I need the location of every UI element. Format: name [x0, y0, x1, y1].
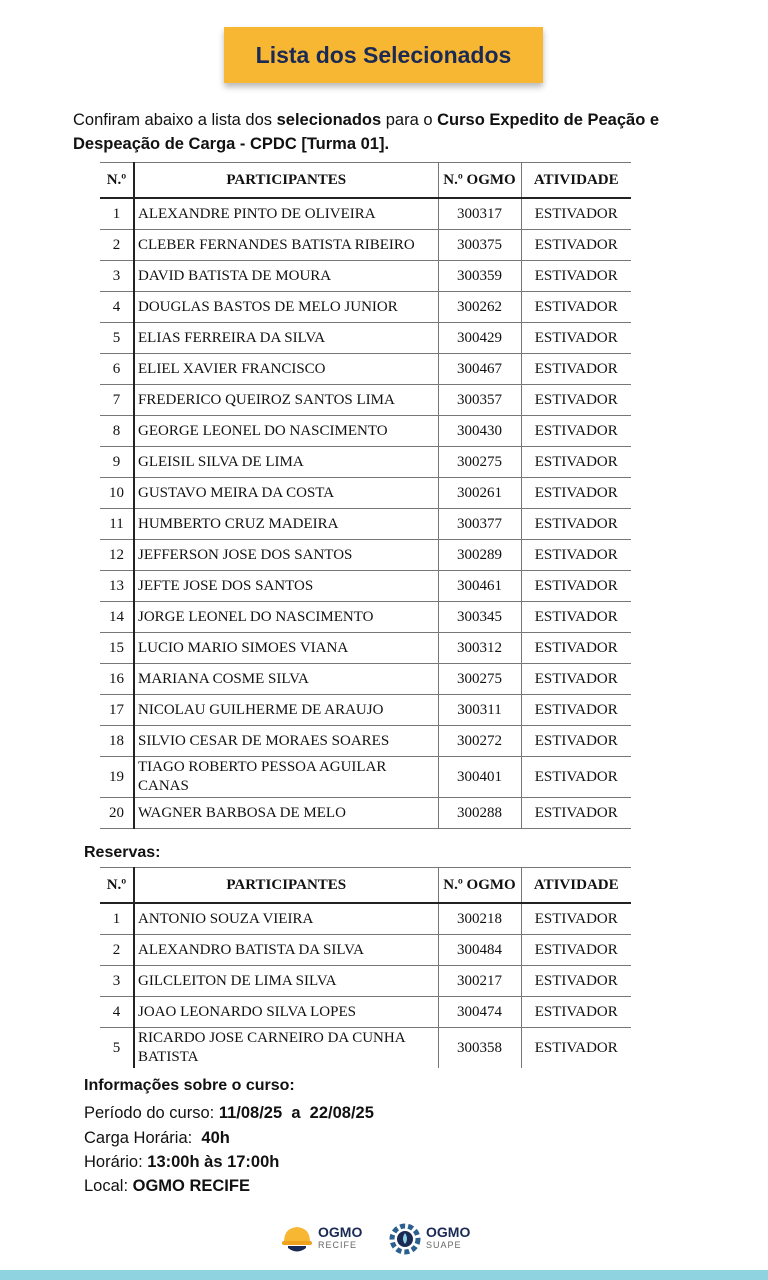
- info-hours-label: Carga Horária:: [84, 1129, 202, 1147]
- participant-name: ALEXANDRO BATISTA DA SILVA: [134, 935, 438, 966]
- info-hours-value: 40h: [201, 1129, 230, 1147]
- ogmo-number: 300261: [438, 478, 521, 509]
- ogmo-number: 300262: [438, 292, 521, 323]
- table-row: [100, 1028, 631, 1069]
- ogmo-number: 300484: [438, 935, 521, 966]
- table-row: [100, 935, 631, 966]
- activity: ESTIVADOR: [521, 966, 631, 997]
- ogmo-number: 300272: [438, 726, 521, 757]
- activity: ESTIVADOR: [521, 261, 631, 292]
- reserves-label: Reservas:: [84, 844, 161, 861]
- ogmo-number: 300345: [438, 602, 521, 633]
- row-number: 12: [100, 540, 134, 571]
- info-time-label: Horário:: [84, 1153, 148, 1171]
- header-activity: ATIVIDADE: [521, 163, 631, 199]
- row-number: 18: [100, 726, 134, 757]
- participant-name: ANTONIO SOUZA VIEIRA: [134, 903, 438, 935]
- participant-name: WAGNER BARBOSA DE MELO: [134, 798, 438, 829]
- participant-name: GEORGE LEONEL DO NASCIMENTO: [134, 416, 438, 447]
- page-title: [224, 27, 543, 83]
- ogmo-number: 300288: [438, 798, 521, 829]
- page-title-text: Lista dos Selecionados: [255, 41, 512, 68]
- row-number: 1: [100, 198, 134, 230]
- participant-name: DOUGLAS BASTOS DE MELO JUNIOR: [134, 292, 438, 323]
- activity: ESTIVADOR: [521, 540, 631, 571]
- intro-text: [73, 108, 713, 156]
- ogmo-number: 300357: [438, 385, 521, 416]
- activity: ESTIVADOR: [521, 726, 631, 757]
- table-row: [100, 198, 631, 230]
- activity: ESTIVADOR: [521, 695, 631, 726]
- activity: ESTIVADOR: [521, 798, 631, 829]
- activity: ESTIVADOR: [521, 292, 631, 323]
- table-row: [100, 997, 631, 1028]
- header-ogmo: N.º OGMO: [438, 868, 521, 904]
- activity: ESTIVADOR: [521, 935, 631, 966]
- suape-logo-main: OGMO: [426, 1224, 471, 1240]
- ogmo-number: 300275: [438, 447, 521, 478]
- row-number: 6: [100, 354, 134, 385]
- ogmo-number: 300312: [438, 633, 521, 664]
- row-number: 11: [100, 509, 134, 540]
- ogmo-number: 300218: [438, 903, 521, 935]
- activity: ESTIVADOR: [521, 1028, 631, 1069]
- participant-name: ALEXANDRE PINTO DE OLIVEIRA: [134, 198, 438, 230]
- row-number: 17: [100, 695, 134, 726]
- participant-name: NICOLAU GUILHERME DE ARAUJO: [134, 695, 438, 726]
- participant-name: ELIAS FERREIRA DA SILVA: [134, 323, 438, 354]
- activity: ESTIVADOR: [521, 571, 631, 602]
- participant-name: GLEISIL SILVA DE LIMA: [134, 447, 438, 478]
- bottom-bar: [0, 1270, 768, 1280]
- activity: ESTIVADOR: [521, 354, 631, 385]
- row-number: 5: [100, 1028, 134, 1069]
- row-number: 3: [100, 966, 134, 997]
- ogmo-number: 300429: [438, 323, 521, 354]
- activity: ESTIVADOR: [521, 323, 631, 354]
- participant-name: GUSTAVO MEIRA DA COSTA: [134, 478, 438, 509]
- table-row: [100, 354, 631, 385]
- table-row: [100, 230, 631, 261]
- row-number: 1: [100, 903, 134, 935]
- info-place: [84, 1177, 250, 1196]
- ogmo-suape-logo: [388, 1222, 470, 1256]
- participant-name: GILCLEITON DE LIMA SILVA: [134, 966, 438, 997]
- activity: ESTIVADOR: [521, 230, 631, 261]
- row-number: 2: [100, 230, 134, 261]
- gear-icon: [388, 1222, 422, 1256]
- intro-part-2: para o: [381, 111, 438, 129]
- ogmo-number: 300289: [438, 540, 521, 571]
- ogmo-number: 300217: [438, 966, 521, 997]
- ogmo-number: 300275: [438, 664, 521, 695]
- row-number: 8: [100, 416, 134, 447]
- ogmo-number: 300377: [438, 509, 521, 540]
- info-period-value: 11/08/25 a 22/08/25: [218, 1104, 374, 1122]
- participant-name: TIAGO ROBERTO PESSOA AGUILAR CANAS: [134, 757, 438, 798]
- activity: ESTIVADOR: [521, 633, 631, 664]
- ogmo-number: 300474: [438, 997, 521, 1028]
- row-number: 4: [100, 997, 134, 1028]
- row-number: 14: [100, 602, 134, 633]
- activity: ESTIVADOR: [521, 416, 631, 447]
- ogmo-number: 300359: [438, 261, 521, 292]
- row-number: 3: [100, 261, 134, 292]
- activity: ESTIVADOR: [521, 757, 631, 798]
- row-number: 20: [100, 798, 134, 829]
- intro-bold-1: selecionados: [276, 111, 382, 129]
- info-time: [84, 1153, 279, 1172]
- reserves-table: [100, 867, 631, 1068]
- table-row: [100, 261, 631, 292]
- table-row: [100, 323, 631, 354]
- activity: ESTIVADOR: [521, 903, 631, 935]
- info-place-label: Local:: [84, 1177, 133, 1195]
- row-number: 16: [100, 664, 134, 695]
- header-num: N.º: [100, 163, 134, 199]
- participant-name: LUCIO MARIO SIMOES VIANA: [134, 633, 438, 664]
- row-number: 2: [100, 935, 134, 966]
- participant-name: FREDERICO QUEIROZ SANTOS LIMA: [134, 385, 438, 416]
- header-participants: PARTICIPANTES: [134, 163, 438, 199]
- ogmo-number: 300311: [438, 695, 521, 726]
- table-row: [100, 726, 631, 757]
- table-header-row: [100, 868, 631, 904]
- table-row: [100, 757, 631, 798]
- table-row: [100, 695, 631, 726]
- participant-name: ELIEL XAVIER FRANCISCO: [134, 354, 438, 385]
- table-row: [100, 478, 631, 509]
- activity: ESTIVADOR: [521, 509, 631, 540]
- table-row: [100, 664, 631, 695]
- row-number: 13: [100, 571, 134, 602]
- helmet-icon: [280, 1222, 314, 1256]
- row-number: 5: [100, 323, 134, 354]
- table-row: [100, 416, 631, 447]
- table-row: [100, 509, 631, 540]
- participant-name: DAVID BATISTA DE MOURA: [134, 261, 438, 292]
- ogmo-number: 300430: [438, 416, 521, 447]
- info-heading: Informações sobre o curso:: [84, 1077, 295, 1094]
- table-row: [100, 798, 631, 829]
- ogmo-number: 300467: [438, 354, 521, 385]
- table-row: [100, 385, 631, 416]
- selected-table: [100, 162, 631, 829]
- table-row: [100, 966, 631, 997]
- row-number: 7: [100, 385, 134, 416]
- recife-logo-sub: RECIFE: [318, 1240, 358, 1250]
- intro-bold-2: Curso Expedito de Peação e Despeação de Carga - CPDC [Turma 01].: [73, 111, 660, 153]
- header-activity: ATIVIDADE: [521, 868, 631, 904]
- table-header-row: [100, 163, 631, 199]
- participant-name: HUMBERTO CRUZ MADEIRA: [134, 509, 438, 540]
- table-row: [100, 633, 631, 664]
- participant-name: JEFFERSON JOSE DOS SANTOS: [134, 540, 438, 571]
- activity: ESTIVADOR: [521, 997, 631, 1028]
- logos: [280, 1222, 480, 1262]
- row-number: 10: [100, 478, 134, 509]
- participant-name: RICARDO JOSE CARNEIRO DA CUNHA BATISTA: [134, 1028, 438, 1069]
- table-row: [100, 903, 631, 935]
- participant-name: CLEBER FERNANDES BATISTA RIBEIRO: [134, 230, 438, 261]
- participant-name: JORGE LEONEL DO NASCIMENTO: [134, 602, 438, 633]
- row-number: 4: [100, 292, 134, 323]
- info-time-value: 13:00h às 17:00h: [147, 1153, 280, 1171]
- table-row: [100, 571, 631, 602]
- ogmo-number: 300375: [438, 230, 521, 261]
- table-row: [100, 602, 631, 633]
- row-number: 9: [100, 447, 134, 478]
- activity: ESTIVADOR: [521, 385, 631, 416]
- activity: ESTIVADOR: [521, 664, 631, 695]
- table-row: [100, 540, 631, 571]
- participant-name: MARIANA COSME SILVA: [134, 664, 438, 695]
- ogmo-number: 300401: [438, 757, 521, 798]
- activity: ESTIVADOR: [521, 447, 631, 478]
- activity: ESTIVADOR: [521, 602, 631, 633]
- recife-logo-main: OGMO: [318, 1224, 363, 1240]
- header-ogmo: N.º OGMO: [438, 163, 521, 199]
- activity: ESTIVADOR: [521, 198, 631, 230]
- ogmo-number: 300461: [438, 571, 521, 602]
- info-period-label: Período do curso:: [84, 1104, 219, 1122]
- row-number: 15: [100, 633, 134, 664]
- row-number: 19: [100, 757, 134, 798]
- info-hours: [84, 1129, 230, 1148]
- intro-part-1: Confiram abaixo a lista dos: [73, 111, 277, 129]
- info-period: [84, 1104, 374, 1123]
- table-row: [100, 292, 631, 323]
- table-row: [100, 447, 631, 478]
- participant-name: SILVIO CESAR DE MORAES SOARES: [134, 726, 438, 757]
- suape-logo-sub: SUAPE: [426, 1240, 462, 1250]
- activity: ESTIVADOR: [521, 478, 631, 509]
- participant-name: JEFTE JOSE DOS SANTOS: [134, 571, 438, 602]
- participant-name: JOAO LEONARDO SILVA LOPES: [134, 997, 438, 1028]
- ogmo-recife-logo: [280, 1222, 362, 1256]
- ogmo-number: 300317: [438, 198, 521, 230]
- header-num: N.º: [100, 868, 134, 904]
- ogmo-number: 300358: [438, 1028, 521, 1069]
- info-place-value: OGMO RECIFE: [132, 1177, 250, 1195]
- header-participants: PARTICIPANTES: [134, 868, 438, 904]
